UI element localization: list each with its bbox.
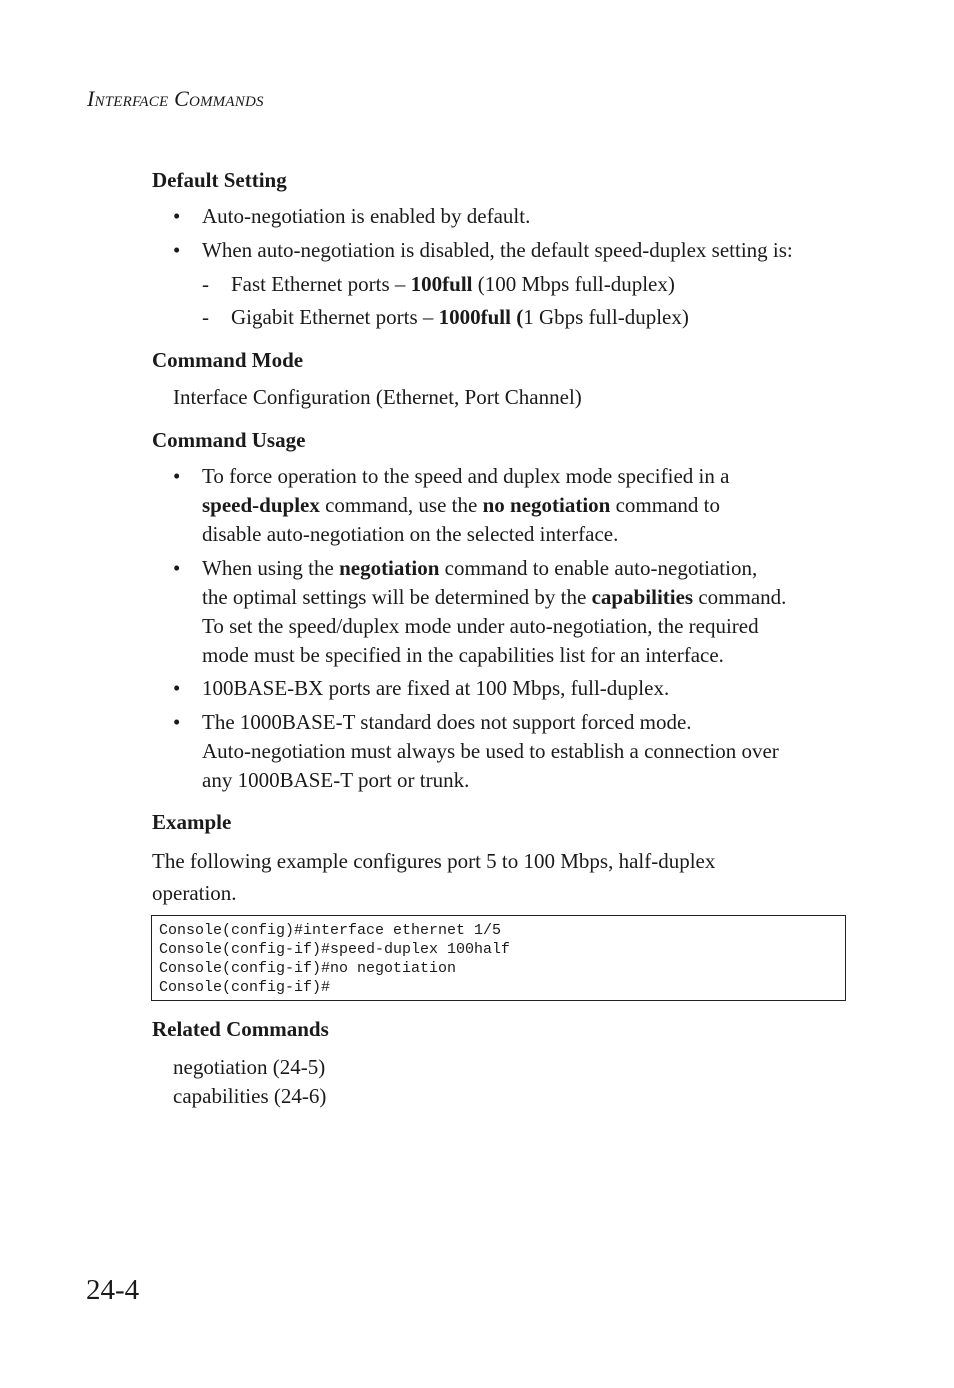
usage-bullet-3: 100BASE-BX ports are fixed at 100 Mbps, full-duplex. (202, 676, 670, 700)
example-heading: Example (152, 810, 232, 834)
code-line: Console(config)#interface ethernet 1/5 (159, 922, 502, 939)
command-usage-heading: Command Usage (152, 428, 306, 452)
usage-bullet-4: The 1000BASE-T standard does not support forced mode. Auto-negotiation must always be used to establish a connection over any 1000BASE-T port or trunk. (202, 710, 779, 792)
example-description: The following example configures port 5 to 100 Mbps, half-duplex operation. (152, 849, 716, 905)
bullet-icon: • (173, 676, 181, 700)
page-number: 24-4 (86, 1274, 140, 1306)
default-sub-1: Fast Ethernet ports – 100full (100 Mbps full-duplex) (231, 272, 675, 296)
code-block (151, 915, 846, 1001)
related-commands-heading: Related Commands (152, 1017, 329, 1041)
related-command-item: negotiation (24-5) (173, 1055, 326, 1079)
bullet-icon: • (173, 204, 181, 228)
default-bullet-2: When auto-negotiation is disabled, the default speed-duplex setting is: (202, 238, 793, 262)
default-setting-heading: Default Setting (152, 168, 287, 192)
bullet-icon: • (173, 556, 181, 580)
dash-icon: - (202, 305, 209, 329)
bullet-icon: • (173, 464, 181, 488)
code-line: Console(config-if)#speed-duplex 100half (159, 941, 511, 958)
bullet-icon: • (173, 238, 181, 262)
command-mode-text: Interface Configuration (Ethernet, Port Channel) (173, 385, 582, 409)
related-command-item: capabilities (24-6) (173, 1084, 327, 1108)
code-line: Console(config-if)#no negotiation (159, 960, 457, 977)
default-bullet-1: Auto-negotiation is enabled by default. (202, 204, 531, 228)
usage-bullet-1: To force operation to the speed and duplex mode specified in a speed-duplex command, use the no negotiation command to disable auto-negotiation on the selected interface. (202, 464, 730, 546)
running-header: INTERFACE COMMANDS (87, 86, 264, 111)
code-line: Console(config-if)# (159, 979, 331, 996)
usage-bullet-2: When using the negotiation command to enable auto-negotiation, the optimal settings will be determined by the capabilities command. To set the speed/duplex mode under auto-negotiation, the required mode must be specified in the capabilities list for an interface. (202, 556, 787, 667)
bullet-icon: • (173, 710, 181, 734)
command-mode-heading: Command Mode (152, 348, 304, 372)
default-sub-2: Gigabit Ethernet ports – 1000full (1 Gbps full-duplex) (231, 305, 689, 329)
dash-icon: - (202, 272, 209, 296)
